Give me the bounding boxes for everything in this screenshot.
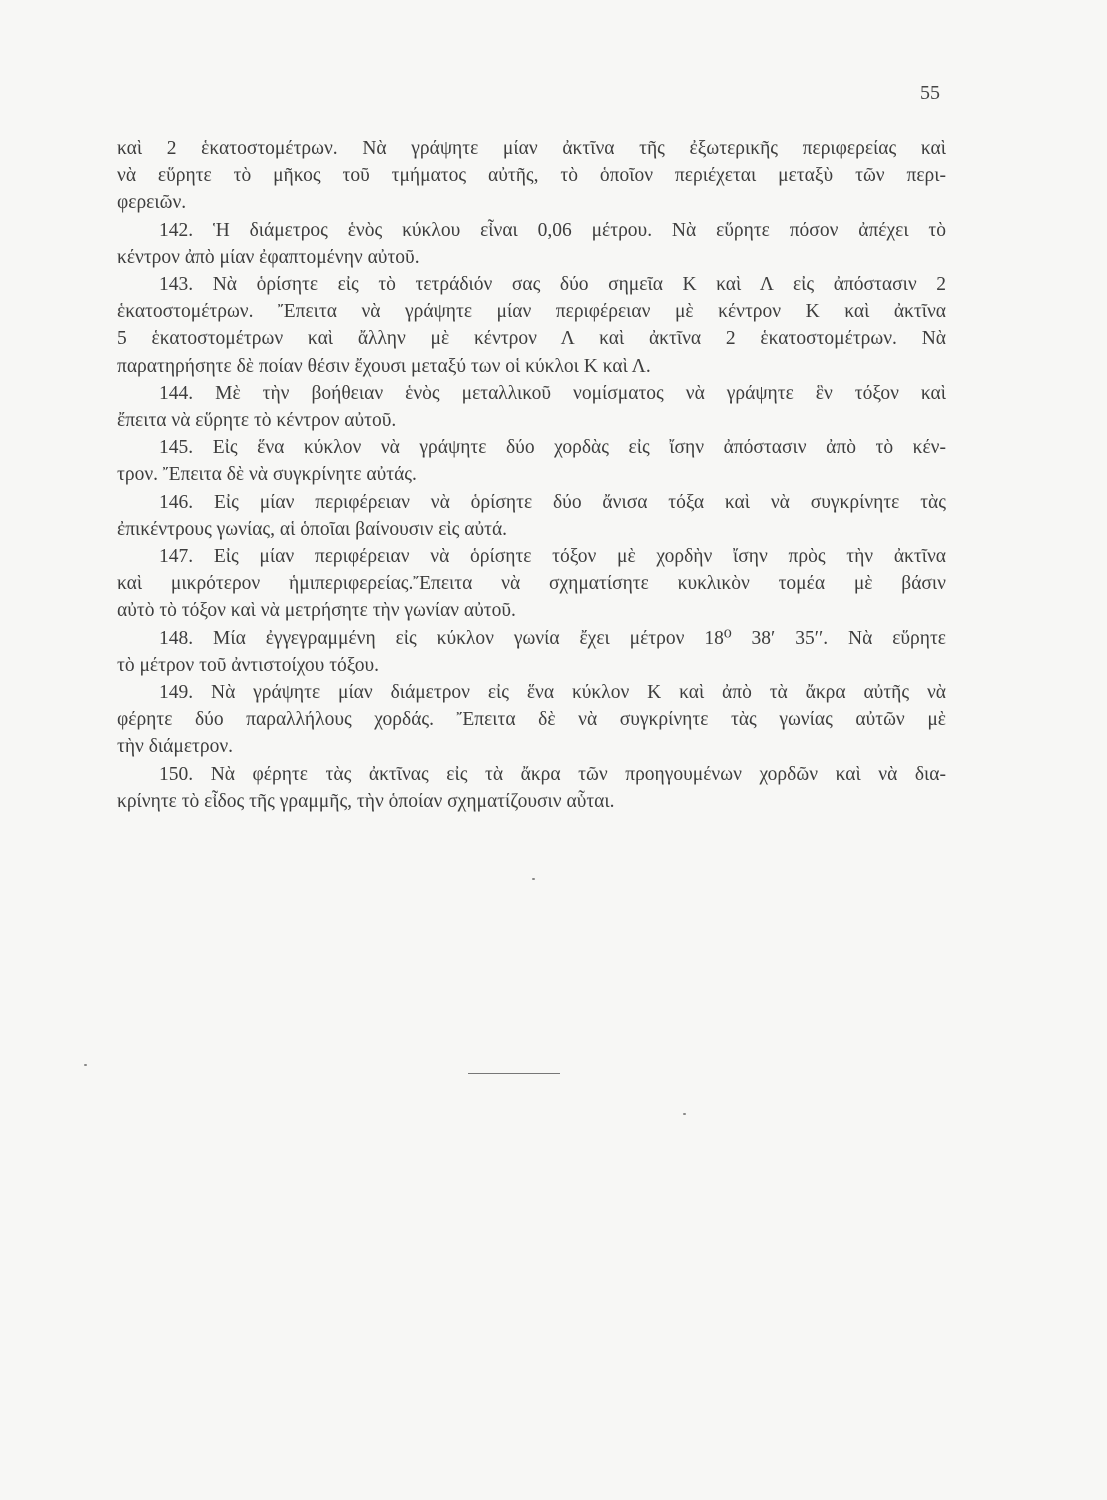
exercise-145-line: 145. Εἰς ἕνα κύκλον νὰ γράψητε δύο χορδὰς εἰς ἴσην ἀπόστασιν ἀπὸ τὸ κέν- [159,437,946,459]
section-divider [468,1073,560,1074]
scan-speck [683,1113,686,1115]
text-line: αὐτὸ τὸ τόξον καὶ νὰ μετρήσητε τὴν γωνίαν αὐτοῦ. [117,600,516,622]
text-line: καὶ μικρότερον ἡμιπεριφερείας.Ἔπειτα νὰ σχηματίσητε κυκλικὸν τομέα μὲ βάσιν [117,573,946,595]
exercise-144-line: 144. Μὲ τὴν βοήθειαν ἑνὸς μεταλλικοῦ νομίσματος νὰ γράψητε ἓν τόξον καὶ [159,382,946,404]
exercise-142-line: 142. Ἡ διάμετρος ἑνὸς κύκλου εἶναι 0,06 μέτρου. Νὰ εὕρητε πόσον ἀπέχει τὸ [159,219,946,241]
text-line: τὴν διάμετρον. [117,736,234,758]
exercise-146-line: 146. Εἰς μίαν περιφέρειαν νὰ ὁρίσητε δύο ἄνισα τόξα καὶ νὰ συγκρίνητε τὰς [159,491,946,513]
text-line: ἔπειτα νὰ εὕρητε τὸ κέντρον αὐτοῦ. [117,410,397,432]
text-line: παρατηρήσητε δὲ ποίαν θέσιν ἔχουσι μεταξύ των οἱ κύκλοι Κ καὶ Λ. [117,355,651,377]
exercise-150-line: 150. Νὰ φέρητε τὰς ἀκτῖνας εἰς τὰ ἄκρα τῶν προηγουμένων χορδῶν καὶ νὰ δια- [159,763,946,785]
text-line: τρον. Ἔπειτα δὲ νὰ συγκρίνητε αὐτάς. [117,464,417,486]
text-line: κρίνητε τὸ εἶδος τῆς γραμμῆς, τὴν ὁποίαν σχηματίζουσιν αὗται. [117,790,615,812]
exercise-149-line: 149. Νὰ γράψητε μίαν διάμετρον εἰς ἕνα κύκλον Κ καὶ ἀπὸ τὰ ἄκρα αὐτῆς νὰ [159,682,946,704]
text-line: φερειῶν. [117,192,187,214]
text-line: 5 ἑκατοστομέτρων καὶ ἄλλην μὲ κέντρον Λ καὶ ἀκτῖνα 2 ἑκατοστομέτρων. Νὰ [117,328,946,350]
scan-speck [84,1064,87,1066]
scan-speck [532,878,535,880]
exercise-text [117,135,946,815]
exercise-147-line: 147. Εἰς μίαν περιφέρειαν νὰ ὁρίσητε τόξον μὲ χορδὴν ἴσην πρὸς τὴν ἀκτῖνα [159,546,946,568]
text-line: ἐπικέντρους γωνίας, αἱ ὁποῖαι βαίνουσιν εἰς αὐτά. [117,518,508,540]
text-line: φέρητε δύο παραλλήλους χορδάς. Ἔπειτα δὲ νὰ συγκρίνητε τὰς γωνίας αὐτῶν μὲ [117,709,946,731]
exercise-148-line: 148. Μία ἐγγεγραμμένη εἰς κύκλον γωνία ἔχει μέτρον 18⁰ 38′ 35′′. Νὰ εὕρητε [159,627,946,649]
text-line: νὰ εὕρητε τὸ μῆκος τοῦ τμήματος αὐτῆς, τὸ ὁποῖον περιέχεται μεταξὺ τῶν περι- [117,165,946,187]
text-line: κέντρον ἀπὸ μίαν ἐφαπτομένην αὐτοῦ. [117,246,420,268]
text-line: καὶ 2 ἑκατοστομέτρων. Νὰ γράψητε μίαν ἀκτῖνα τῆς ἐξωτερικῆς περιφερείας καὶ [117,138,946,159]
page-number: 55 [920,82,940,104]
text-line: ἑκατοστομέτρων. Ἔπειτα νὰ γράψητε μίαν περιφέρειαν μὲ κέντρον Κ καὶ ἀκτῖνα [117,301,946,323]
text-line: τὸ μέτρον τοῦ ἀντιστοίχου τόξου. [117,654,380,676]
exercise-143-line: 143. Νὰ ὁρίσητε εἰς τὸ τετράδιόν σας δύο σημεῖα Κ καὶ Λ εἰς ἀπόστασιν 2 [159,274,946,296]
